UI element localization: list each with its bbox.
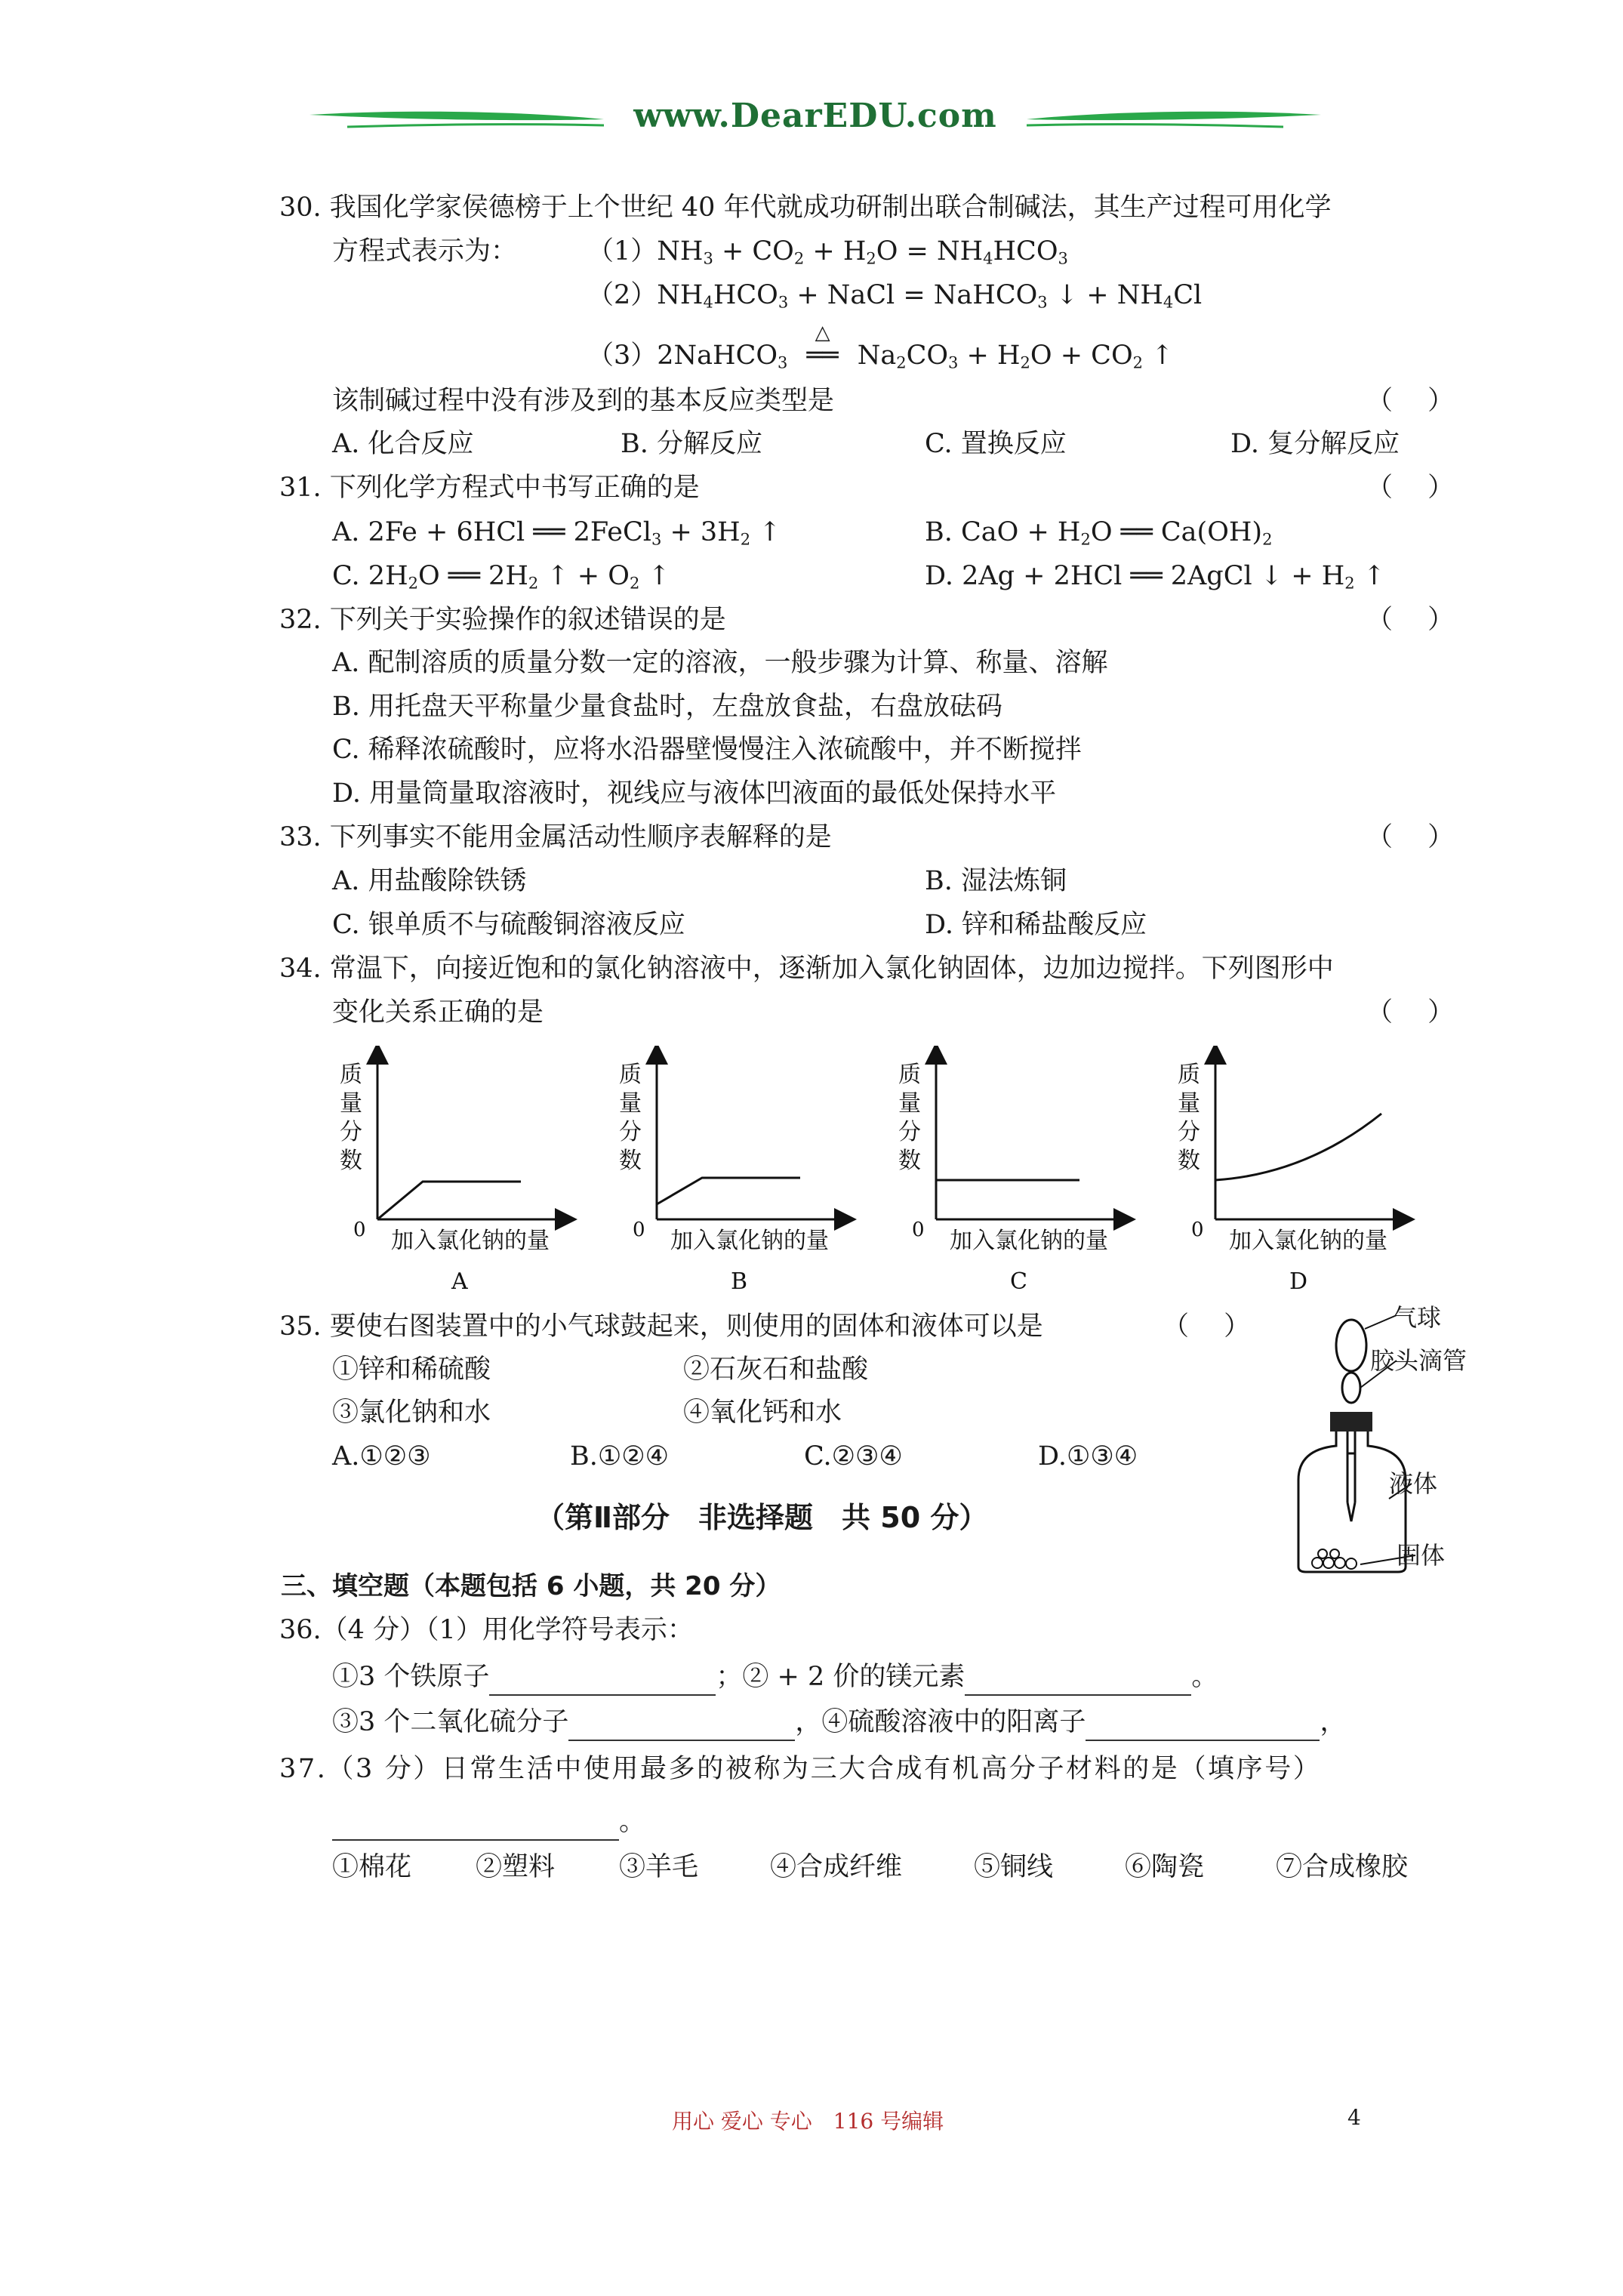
q31-option-b[interactable]: B. CaO + $H_2O$ ══ $Ca(OH)_2$ xyxy=(925,517,1273,549)
q37-stem: 37.（3 分）日常生活中使用最多的被称为三大合成有机高分子材料的是（填序号） xyxy=(279,1754,1322,1784)
q36-item4-label: ④硫酸溶液中的阳离子 xyxy=(821,1707,1086,1737)
q37-option-6: ⑥陶瓷 xyxy=(1125,1852,1205,1882)
fig-label-dropper: 胶头滴管 xyxy=(1370,1346,1467,1375)
y-axis-label-char: 数 xyxy=(340,1148,362,1174)
graph-letter: D xyxy=(1289,1268,1308,1295)
graph-curve xyxy=(657,1178,800,1204)
x-axis-label: 加入氯化钠的量 xyxy=(670,1228,829,1254)
q35-answer-paren[interactable]: （ ） xyxy=(1163,1311,1251,1342)
q31-a-label: A. xyxy=(332,517,360,547)
origin-label: 0 xyxy=(353,1219,366,1241)
q36-sep3: ， xyxy=(795,1707,822,1737)
q31-stem: 31. 下列化学方程式中书写正确的是 xyxy=(279,473,700,503)
origin-label: 0 xyxy=(912,1219,925,1241)
y-axis-label-char: 数 xyxy=(619,1148,642,1174)
q36-item1-label: ①3 个铁原子 xyxy=(332,1662,490,1692)
site-url: www.DearEDU.com xyxy=(633,97,997,135)
q35-item-1: ①锌和稀硫酸 xyxy=(332,1354,491,1385)
q30-eq3-number: （3） xyxy=(587,341,658,371)
x-axis-label: 加入氯化钠的量 xyxy=(1229,1228,1387,1254)
q32-answer-paren[interactable]: （ ） xyxy=(1366,605,1455,635)
y-axis-label-char: 质 xyxy=(898,1062,921,1088)
q30-option-a[interactable]: A. 化合反应 xyxy=(332,429,474,459)
q33-option-a[interactable]: A. 用盐酸除铁锈 xyxy=(332,866,527,896)
q32-stem: 32. 下列关于实验操作的叙述错误的是 xyxy=(279,605,726,635)
q37-option-3: ③羊毛 xyxy=(619,1852,699,1882)
stopper-shape xyxy=(1330,1412,1372,1432)
q33-option-c[interactable]: C. 银单质不与硫酸铜溶液反应 xyxy=(332,910,685,940)
q36-row1 xyxy=(332,1658,1218,1696)
q33-stem: 33. 下列事实不能用金属活动性顺序表解释的是 xyxy=(279,822,832,852)
graph-curve xyxy=(1215,1114,1381,1180)
q34-answer-paren[interactable]: （ ） xyxy=(1366,997,1455,1028)
q31-option-d[interactable]: D. 2Ag + 2HCl ══ 2AgCl ↓ + $H_2$ ↑ xyxy=(925,561,1386,593)
q35-stem: 35. 要使右图装置中的小气球鼓起来，则使用的固体和液体可以是 xyxy=(279,1311,1043,1342)
q36-blank-2[interactable] xyxy=(965,1667,1191,1696)
q37-option-1: ①棉花 xyxy=(332,1852,412,1882)
q36-blank-4[interactable] xyxy=(1086,1712,1320,1741)
q35-item-4: ④氧化钙和水 xyxy=(683,1398,842,1428)
q36-stem: 36.（4 分）（1）用化学符号表示： xyxy=(279,1615,694,1645)
q35-option-d[interactable]: D.①③④ xyxy=(1038,1441,1138,1472)
q36-blank-3[interactable] xyxy=(568,1712,795,1741)
q30-equation-1: $(1)NH_3 + CO_2 + H_2O = NH_4HCO_3$ xyxy=(587,236,1068,268)
q36-sep1: ； xyxy=(716,1662,743,1692)
q36-item3-label: ③3 个二氧化硫分子 xyxy=(332,1707,569,1737)
dropper-bulb-shape xyxy=(1342,1373,1360,1403)
fig-label-balloon: 气球 xyxy=(1393,1303,1442,1332)
y-axis-label-char: 数 xyxy=(898,1148,921,1174)
q34-graph-C xyxy=(898,1053,1125,1295)
q34-graph-D xyxy=(1178,1053,1404,1295)
graph-letter: A xyxy=(451,1268,468,1295)
q37-option-7: ⑦合成橡胶 xyxy=(1276,1852,1409,1882)
q37-answer-row xyxy=(332,1803,645,1841)
q31-option-c[interactable]: C. $2H_2O$ ══ $2H_2$ ↑ + $O_2$ ↑ xyxy=(332,561,670,593)
y-axis-label-char: 分 xyxy=(340,1119,362,1145)
q32-option-b[interactable]: B. 用托盘天平称量少量食盐时，左盘放食盐，右盘放砝码 xyxy=(332,692,1002,722)
q31-c-label: C. xyxy=(332,561,360,591)
y-axis-label-char: 分 xyxy=(898,1119,921,1145)
q30-equation-3: （3）2NaHCO$_3$ △ ══ $Na_2CO_3 + H_2O + CO_2$ ↑ xyxy=(587,337,1173,374)
q30-option-b[interactable]: B. 分解反应 xyxy=(621,429,762,459)
graph-letter: B xyxy=(731,1268,748,1295)
q36-end4: ， xyxy=(1320,1707,1347,1737)
balloon-shape xyxy=(1336,1320,1366,1371)
origin-label: 0 xyxy=(633,1219,645,1241)
q37-option-4: ④合成纤维 xyxy=(770,1852,903,1882)
y-axis-label-char: 质 xyxy=(340,1062,362,1088)
q30-eq2-number: （2） xyxy=(587,280,658,310)
x-axis-label: 加入氯化钠的量 xyxy=(391,1228,550,1254)
y-axis-label-char: 量 xyxy=(340,1090,362,1117)
q30-option-d[interactable]: D. 复分解反应 xyxy=(1230,429,1400,459)
q37-option-5: ⑤铜线 xyxy=(974,1852,1054,1882)
q30-option-c[interactable]: C. 置换反应 xyxy=(925,429,1067,459)
q34-graph-A xyxy=(340,1053,566,1295)
q35-item-3: ③氯化钠和水 xyxy=(332,1398,491,1428)
q32-option-c[interactable]: C. 稀释浓硫酸时，应将水沿器壁慢慢注入浓硫酸中，并不断搅拌 xyxy=(332,735,1082,765)
q34-graphs xyxy=(317,1046,1449,1302)
q33-answer-paren[interactable]: （ ） xyxy=(1366,822,1455,852)
q34-graph-B xyxy=(619,1053,845,1295)
q32-option-a[interactable]: A. 配制溶质的质量分数一定的溶液，一般步骤为计算、称量、溶解 xyxy=(332,648,1108,678)
q36-item2-label: ② + 2 价的镁元素 xyxy=(742,1662,965,1692)
q37-end: 。 xyxy=(619,1807,646,1837)
fig-label-solid: 固体 xyxy=(1397,1541,1446,1570)
q30-stem-line1: 30. 我国化学家侯德榜于上个世纪 40 年代就成功研制出联合制碱法，其生产过程可用化学 xyxy=(279,193,1332,223)
q31-d-label: D. xyxy=(925,561,953,591)
q31-b-label: B. xyxy=(925,517,953,547)
footer-editor: 用心 爱心 专心 116 号编辑 xyxy=(672,2109,944,2134)
q36-blank-1[interactable] xyxy=(489,1667,716,1696)
q33-option-b[interactable]: B. 湿法炼铜 xyxy=(925,866,1067,896)
q30-eq1-number: （1） xyxy=(587,236,658,267)
part2-title: （第Ⅱ部分 非选择题 共 50 分） xyxy=(536,1501,988,1534)
q34-stem-line1: 34. 常温下，向接近饱和的氯化钠溶液中，逐渐加入氯化钠固体，边加边搅拌。下列图形中 xyxy=(279,954,1334,984)
y-axis-label-char: 质 xyxy=(619,1062,642,1088)
q30-heat-symbol: △ xyxy=(815,322,830,344)
q34-stem-line2: 变化关系正确的是 xyxy=(332,997,544,1028)
q35-option-a[interactable]: A.①②③ xyxy=(332,1441,431,1472)
q32-option-d[interactable]: D. 用量筒量取溶液时，视线应与液体凹液面的最低处保持水平 xyxy=(332,778,1057,809)
q30-stem-line2: 方程式表示为： xyxy=(332,236,518,267)
q35-option-c[interactable]: C.②③④ xyxy=(804,1441,903,1472)
footer-page-number: 4 xyxy=(1347,2105,1361,2130)
solid-pellets xyxy=(1312,1549,1357,1569)
y-axis-label-char: 量 xyxy=(1178,1090,1200,1117)
q30-answer-paren[interactable]: （ ） xyxy=(1366,386,1455,416)
q30-equation-2: $(2)NH_4HCO_3$ + NaCl = NaHCO$_3$ ↓ + $NH_4Cl$ xyxy=(587,280,1203,312)
y-axis-label-char: 分 xyxy=(1178,1119,1200,1145)
x-axis-label: 加入氯化钠的量 xyxy=(950,1228,1108,1254)
q37-blank[interactable] xyxy=(332,1812,619,1841)
graph-letter: C xyxy=(1010,1268,1027,1295)
q33-option-d[interactable]: D. 锌和稀盐酸反应 xyxy=(925,910,1147,940)
q37-option-2: ②塑料 xyxy=(476,1852,556,1882)
q36-row2 xyxy=(332,1703,1346,1741)
q36-end2: 。 xyxy=(1191,1662,1218,1692)
graph-curve xyxy=(377,1182,521,1219)
y-axis-label-char: 量 xyxy=(898,1090,921,1117)
q31-answer-paren[interactable]: （ ） xyxy=(1366,473,1455,503)
y-axis-label-char: 数 xyxy=(1178,1148,1200,1174)
y-axis-label-char: 分 xyxy=(619,1119,642,1145)
section3-title: 三、填空题（本题包括 6 小题，共 20 分） xyxy=(281,1571,781,1601)
q30-question: 该制碱过程中没有涉及到的基本反应类型是 xyxy=(332,386,835,416)
y-axis-label-char: 质 xyxy=(1178,1062,1200,1088)
y-axis-label-char: 量 xyxy=(619,1090,642,1117)
origin-label: 0 xyxy=(1191,1219,1204,1241)
q35-option-b[interactable]: B.①②④ xyxy=(570,1441,669,1472)
fig-label-liquid: 液体 xyxy=(1389,1469,1438,1498)
q35-item-2: ②石灰石和盐酸 xyxy=(683,1354,869,1385)
q31-option-a[interactable]: A. 2Fe + 6HCl ══ 2FeCl$_3$ + $3H_2$ ↑ xyxy=(332,517,781,549)
